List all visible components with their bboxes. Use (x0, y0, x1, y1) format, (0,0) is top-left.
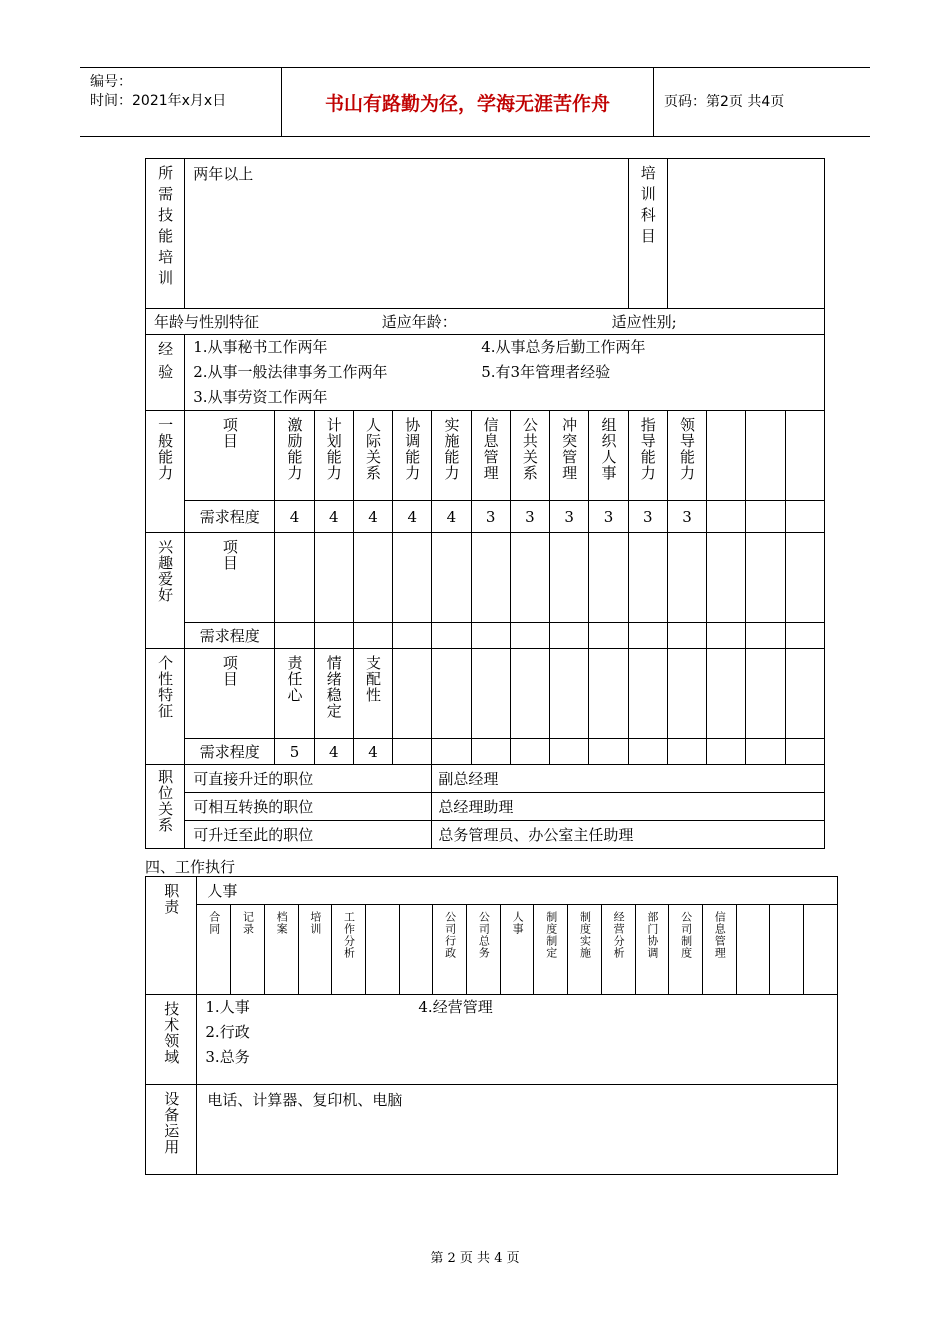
item-label-cell (185, 649, 275, 739)
equipment-value: 电话、计算器、复印机、电脑 (207, 1091, 403, 1109)
degree-value: 3 (643, 507, 653, 526)
duty-column (770, 905, 804, 995)
duty-column (601, 905, 635, 995)
relation-label: 可相互转换的职位 (193, 798, 314, 816)
degree-value: 4 (289, 507, 300, 526)
ability-cell (510, 411, 549, 501)
degree-cell (314, 739, 353, 765)
duty-column-label: 经营分析 (612, 911, 626, 959)
degree-cell (353, 501, 392, 533)
duty-column-label: 公司总务 (477, 911, 491, 959)
skills-value: 两年以上 (193, 165, 254, 183)
ability-name: 组织人事 (599, 417, 618, 481)
item-label-cell (185, 533, 275, 623)
relation-label: 可升迁至此的职位 (193, 826, 314, 844)
ability-name: 实施能力 (442, 417, 461, 481)
degree-value: 3 (682, 507, 692, 526)
degree-label-cell (185, 623, 275, 649)
personality-label: 个性特征 (156, 655, 175, 719)
duty-column-label: 公司行政 (443, 911, 457, 959)
skills-value-cell (185, 159, 628, 309)
ability-cell (353, 411, 392, 501)
degree-value: 3 (525, 507, 535, 526)
empty-cell (785, 411, 824, 501)
duty-column-label: 记录 (241, 911, 255, 935)
age-gender-label: 年龄与性别特征 (154, 313, 260, 331)
ability-name: 计划能力 (324, 417, 343, 481)
header-meta (80, 68, 282, 136)
degree-cell (393, 501, 432, 533)
duty-column (433, 905, 467, 995)
ability-name: 人际关系 (363, 417, 382, 481)
gender-label: 适应性别; (611, 313, 677, 331)
item-label-cell (185, 411, 275, 501)
degree-value: 3 (485, 507, 496, 526)
ability-cell (314, 411, 353, 501)
relation-value: 总务管理员、办公室主任助理 (438, 826, 634, 844)
tech-item: 4.经营管理 (418, 998, 493, 1016)
duty-column (399, 905, 433, 995)
duty-column-label: 合同 (207, 911, 221, 935)
training-value-cell (667, 159, 824, 309)
general-ability-label: 一般能力 (156, 417, 175, 481)
tech-item: 3.总务 (205, 1048, 250, 1066)
duty-column-label: 档案 (275, 911, 289, 935)
experience-item: 2.从事一般法律事务工作两年 (193, 363, 388, 381)
trait-cell (314, 649, 353, 739)
ability-name: 激励能力 (285, 417, 304, 481)
degree-cell (589, 501, 628, 533)
training-label-cell (628, 159, 667, 309)
training-label: 培训科目 (638, 165, 657, 249)
ability-cell (589, 411, 628, 501)
duty-value-cell (197, 877, 838, 905)
interest-label: 兴趣爱好 (156, 539, 175, 603)
page-label: 页码：第2页 共4页 (664, 94, 785, 110)
empty-cell (746, 501, 785, 533)
experience-cell (185, 335, 825, 411)
degree-cell (353, 739, 392, 765)
equipment-cell (197, 1085, 838, 1175)
tech-item: 2.行政 (205, 1023, 250, 1041)
experience-label-cell (146, 335, 185, 411)
duty-column (635, 905, 669, 995)
duty-column (568, 905, 602, 995)
ability-cell (667, 411, 706, 501)
degree-value: 4 (446, 507, 457, 526)
required-degree-label: 需求程度 (199, 743, 260, 761)
duty-column-label: 制度实施 (578, 911, 592, 959)
relation-label: 可直接升迁的职位 (193, 770, 314, 788)
item-label: 项目 (220, 655, 239, 687)
duty-column-label: 信息管理 (713, 911, 727, 959)
tech-item: 1.人事 (205, 998, 250, 1016)
trait-cell (275, 649, 314, 739)
ability-name: 冲突管理 (560, 417, 579, 481)
tech-label-cell (146, 995, 197, 1085)
duty-column-label: 部门协调 (645, 911, 659, 959)
duty-column (702, 905, 736, 995)
tech-label: 技术领域 (162, 1001, 181, 1065)
duty-value: 人事 (207, 882, 238, 900)
duty-column-label: 制度制定 (544, 911, 558, 959)
equipment-label-cell (146, 1085, 197, 1175)
duty-column (264, 905, 298, 995)
relation-value-cell (432, 821, 825, 849)
duty-column-label: 培训 (308, 911, 322, 935)
degree-value: 4 (368, 507, 378, 526)
personality-label-cell (146, 649, 185, 765)
duty-column (332, 905, 366, 995)
experience-item: 3.从事劳资工作两年 (193, 388, 328, 406)
duty-label-cell (146, 877, 197, 995)
degree-cell (510, 501, 549, 533)
ability-name: 领导能力 (678, 417, 696, 481)
experience-item: 1.从事秘书工作两年 (193, 338, 328, 356)
relation-value-cell (432, 793, 825, 821)
relation-value: 总经理助理 (438, 798, 514, 816)
duty-column (500, 905, 534, 995)
degree-cell (667, 501, 706, 533)
duty-column (534, 905, 568, 995)
skills-label: 所需技能培训 (156, 165, 175, 291)
degree-label-cell (185, 739, 275, 765)
general-ability-label-cell (146, 411, 185, 533)
duty-column (298, 905, 332, 995)
age-label: 适应年龄： (381, 313, 457, 331)
duty-column (804, 905, 838, 995)
duty-column (365, 905, 399, 995)
experience-label: 经验 (156, 341, 175, 387)
duty-column (736, 905, 770, 995)
time-label: 时间：2021年x月x日 (90, 93, 227, 109)
page-footer: 第 2 页 共 4 页 (430, 1251, 520, 1266)
empty-cell (707, 411, 746, 501)
header-page-cell (654, 68, 870, 136)
degree-cell (275, 739, 314, 765)
relation-label-cell (185, 821, 432, 849)
duty-column (467, 905, 501, 995)
degree-cell (432, 501, 471, 533)
degree-cell (471, 501, 510, 533)
ability-cell (432, 411, 471, 501)
empty-cell (785, 501, 824, 533)
degree-cell (314, 501, 353, 533)
number-label: 编号： (90, 74, 132, 90)
required-degree-label: 需求程度 (199, 508, 260, 526)
empty-cell (707, 501, 746, 533)
degree-value: 3 (564, 507, 574, 526)
interest-label-cell (146, 533, 185, 649)
skills-label-cell (146, 159, 185, 309)
relation-value: 副总经理 (438, 770, 499, 788)
ability-cell (393, 411, 432, 501)
relation-value-cell (432, 765, 825, 793)
degree-label-cell (185, 501, 275, 533)
duty-column (669, 905, 703, 995)
required-degree-label: 需求程度 (199, 627, 260, 645)
degree-value: 3 (603, 507, 614, 526)
relation-label-cell (185, 793, 432, 821)
degree-value: 5 (289, 742, 300, 761)
work-execution-table (145, 876, 838, 1175)
duty-column (231, 905, 265, 995)
age-gender-row (146, 309, 825, 335)
ability-name: 信息管理 (481, 417, 500, 481)
trait-cell (353, 649, 392, 739)
empty-cell (746, 411, 785, 501)
duty-column-label: 人事 (511, 911, 525, 935)
ability-name: 指导能力 (638, 417, 657, 481)
equipment-label: 设备运用 (162, 1091, 181, 1155)
ability-cell (275, 411, 314, 501)
duty-label: 职责 (162, 883, 181, 915)
experience-item: 5.有3年管理者经验 (481, 363, 611, 381)
degree-cell (550, 501, 589, 533)
ability-name: 公共关系 (520, 417, 539, 481)
degree-value: 4 (407, 507, 417, 526)
degree-cell (628, 501, 667, 533)
ability-cell (628, 411, 667, 501)
header-motto-cell (282, 68, 654, 136)
section-title: 四、工作执行 (145, 858, 236, 876)
ability-name: 协调能力 (403, 417, 422, 481)
trait-name: 支配性 (363, 655, 382, 703)
job-spec-table (145, 158, 825, 849)
tech-cell (197, 995, 838, 1085)
degree-value: 4 (368, 742, 378, 761)
item-label: 项目 (220, 539, 239, 571)
duty-column-label: 工作分析 (342, 911, 356, 959)
item-label: 项目 (220, 417, 239, 449)
trait-name: 情绪稳定 (324, 655, 343, 719)
relation-label-cell (185, 765, 432, 793)
degree-cell (275, 501, 314, 533)
duty-column (197, 905, 231, 995)
page-header (80, 67, 870, 137)
ability-cell (471, 411, 510, 501)
position-relation-label-cell (146, 765, 185, 849)
degree-value: 4 (328, 742, 339, 761)
duty-column-label: 公司制度 (679, 911, 693, 959)
experience-item: 4.从事总务后勤工作两年 (481, 338, 646, 356)
position-relation-label: 职位关系 (156, 769, 175, 833)
motto: 书山有路勤为径，学海无涯苦作舟 (324, 92, 610, 115)
ability-cell (550, 411, 589, 501)
degree-value: 4 (328, 507, 339, 526)
trait-name: 责任心 (285, 655, 304, 703)
